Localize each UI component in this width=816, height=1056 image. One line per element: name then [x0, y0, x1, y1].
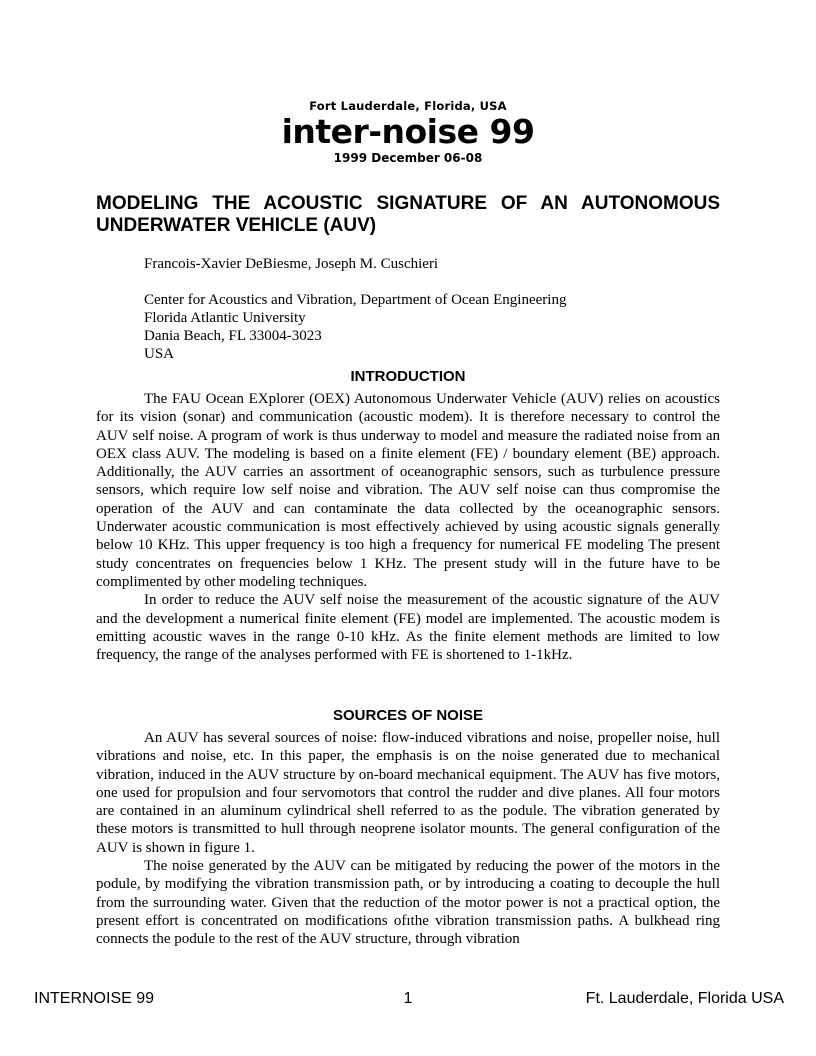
affiliation-line: Florida Atlantic University	[144, 310, 306, 326]
affiliation-line: USA	[144, 346, 175, 362]
paragraph: The noise generated by the AUV can be mitigated by reducing the power of the motors in the podule, by modifying the vibration transmission path, or by introducing a coating to decouple the hull from the surrounding water. Given that the reduction of the motor power is not a practical option, the present effort is concentrated on modifications ofıthe vibration transmission paths. A bulkhead ring connects the podule to the rest of the AUV structure, through vibration	[96, 858, 720, 948]
paragraph: The FAU Ocean EXplorer (OEX) Autonomous Underwater Vehicle (AUV) relies on acoustics for its vision (sonar) and communication (acoustic modem). It is therefore necessary to control the AUV self noise. A program of work is thus underway to model and measure the radiated noise from an OEX class AUV. The modeling is based on a finite element (FE) / boundary element (BE) approach. Additionally, the AUV carries an assortment of oceanographic sensors, such as turbulence pressure sensors, which require low self noise and vibration. The AUV self noise can thus compromise the operation of the AUV and can contaminate the data collected by the oceanographic sensors. Underwater acoustic communication is most effectively achieved by using acoustic signals generally below 10 KHz. This upper frequency is too high a frequency for numerical FE modeling The present study concentrates on frequencies below 1 KHz. The present study will in the future have to be complimented by other modeling techniques.	[96, 391, 720, 590]
introduction-body	[96, 390, 720, 664]
paragraph: An AUV has several sources of noise: flow-induced vibrations and noise, propeller noise, hull vibrations and noise, etc. In this paper, the emphasis is on the noise generated due to mechanical vibration, induced in the AUV structure by on-board mechanical equipment. The AUV has five motors, one used for propulsion and four servomotors that control the rudder and dive planes. All four motors are contained in an aluminum cylindrical shell referred to as the podule. The vibration generated by these motors is transmitted to hull through neoprene isolator mounts. The general configuration of the AUV is shown in figure 1.	[96, 730, 720, 856]
section-heading-introduction: INTRODUCTION	[350, 368, 466, 385]
footer-conference-name: INTERNOISE 99	[34, 990, 155, 1007]
conference-location: Fort Lauderdale, Florida, USA	[309, 99, 507, 113]
affiliation-line: Dania Beach, FL 33004-3023	[144, 328, 322, 344]
section-heading-sources-of-noise: SOURCES OF NOISE	[332, 707, 484, 724]
conference-logo: inter-noise 99	[281, 112, 535, 151]
paper-title-line-2: UNDERWATER VEHICLE (AUV)	[96, 215, 377, 236]
paper-title	[96, 193, 720, 237]
affiliation-line: Center for Acoustics and Vibration, Department of Ocean Engineering	[144, 292, 567, 308]
footer-page-number: 1	[403, 990, 413, 1007]
paper-title-line-1: MODELING THE ACOUSTIC SIGNATURE OF AN AUTONOMOUS	[96, 193, 720, 214]
footer-location: Ft. Lauderdale, Florida USA	[585, 990, 784, 1007]
conference-dates: 1999 December 06-08	[333, 151, 483, 165]
paragraph: In order to reduce the AUV self noise the measurement of the acoustic signature of the AUV and the development a numerical finite element (FE) model are implemented. The acoustic modem is emitting acoustic waves in the range 0-10 kHz. As the finite element methods are limited to low frequency, the range of the analyses performed with FE is shortened to 1-1kHz.	[96, 592, 720, 664]
paper-authors: Francois-Xavier DeBiesme, Joseph M. Cuschieri	[144, 256, 439, 272]
sources-of-noise-body	[96, 729, 720, 949]
author-affiliation	[144, 291, 566, 363]
